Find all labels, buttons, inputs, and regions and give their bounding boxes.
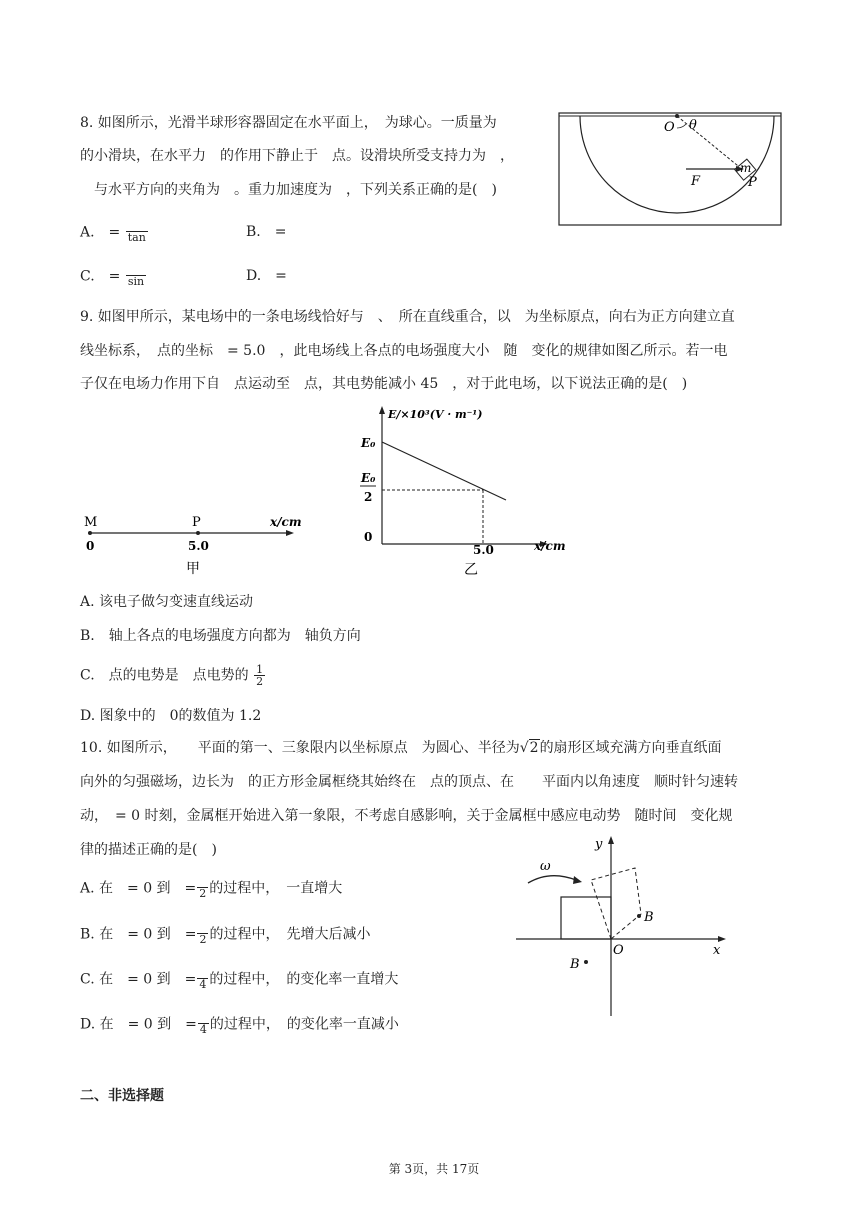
- q9-yi-x-unit: x/cm: [534, 539, 566, 553]
- q9-jia-x-unit: x/cm: [270, 515, 302, 529]
- q9-option-d: D. 图象中的 0的数值为 1.2: [80, 708, 262, 724]
- q9-figure-yi-graph: [346, 404, 578, 580]
- q9-option-b: B. 轴上各点的电场强度方向都为 轴负方向: [80, 628, 361, 644]
- q8-fig-label-p: P: [748, 175, 757, 190]
- q8-option-d: D. =: [246, 268, 287, 284]
- q9-yi-y-label: E/×10³(V · m⁻¹): [388, 408, 483, 421]
- q10-stem-line4: 律的描述正确的是( ): [80, 842, 217, 858]
- q8-fig-label-theta: θ: [689, 118, 697, 133]
- q9-stem-line1: 9. 如图甲所示，某电场中的一条电场线恰好与 、 所在直线重合，以 为坐标原点，向右为正方向建立直: [80, 309, 735, 325]
- q9-jia-tick-0: 0: [86, 539, 95, 553]
- q10-option-a: A. 在 = 0 到 = 2 的过程中， 一直增大: [80, 878, 342, 899]
- q9-figure-jia: [78, 505, 308, 579]
- q8-stem-line3: 与水平方向的夹角为 。重力加速度为 ，下列关系正确的是( ): [80, 182, 497, 198]
- q10-fig-label-b2: B: [570, 957, 580, 972]
- q8-option-a: A. = tan: [80, 222, 149, 243]
- q8-hemisphere-figure: [558, 112, 782, 226]
- q9-option-a: A. 该电子做匀变速直线运动: [80, 594, 254, 610]
- q10-fig-label-y: y: [595, 837, 603, 852]
- q9-yi-e0half-den: 2: [364, 490, 373, 504]
- q8-option-c: C. = sin: [80, 266, 147, 287]
- section-heading: 二、非选择题: [80, 1088, 164, 1104]
- q10-fig-label-omega: ω: [540, 859, 551, 874]
- q9-stem-line3: 子仅在电场力作用下自 点运动至 点，其电势能减小 45 ，对于此电场，以下说法正确的是( ): [80, 376, 688, 392]
- q10-stem-line2: 向外的匀强磁场，边长为 的正方形金属框绕其始终在 点的顶点、在 平面内以角速度 顺时针匀速转: [80, 774, 738, 790]
- q10-option-c: C. 在 = 0 到 = 4 的过程中， 的变化率一直增大: [80, 969, 398, 990]
- q8-option-b: B. =: [246, 224, 287, 240]
- q9-jia-tick-5: 5.0: [188, 539, 209, 553]
- q9-yi-e0-label: E₀: [361, 436, 376, 450]
- q9-yi-e0half-num: E₀: [361, 471, 376, 485]
- q10-option-d: D. 在 = 0 到 = 4 的过程中， 的变化率一直减小: [80, 1014, 399, 1035]
- page-footer: 第 3页，共 17页: [388, 1162, 480, 1176]
- q10-option-b: B. 在 = 0 到 = 2 的过程中， 先增大后减小: [80, 924, 370, 945]
- q10-fig-label-o: O: [613, 943, 624, 958]
- q9-yi-origin: 0: [364, 530, 373, 544]
- q10-stem-line3: 动， = 0 时刻，金属框开始进入第一象限，不考虑自感影响，关于金属框中感应电动势 随时间 变化规: [80, 808, 733, 824]
- q9-jia-label-m: M: [84, 515, 98, 530]
- q8-fig-label-f: F: [691, 174, 701, 189]
- q10-rotating-frame-figure: [514, 832, 732, 1018]
- q9-stem-line2: 线坐标系， 点的坐标 = 5.0 ，此电场线上各点的电场强度大小 随 变化的规律如图乙所示。若一电: [80, 343, 728, 359]
- q8-stem-line2: 的小滑块，在水平力 的作用下静止于 点。设滑块所受支持力为 ，: [80, 148, 514, 164]
- q10-fig-label-b1: B: [644, 910, 654, 925]
- q9-jia-caption: 甲: [186, 561, 200, 577]
- q9-jia-label-p: P: [192, 515, 201, 530]
- q8-stem-line1: 8. 如图所示，光滑半球形容器固定在水平面上， 为球心。一质量为: [80, 115, 497, 131]
- q9-yi-tick-5: 5.0: [473, 543, 494, 557]
- q8-fig-label-o: O: [664, 120, 675, 135]
- q9-option-c: C. 点的电势是 点电势的 $\frac{1}{2}$: [80, 663, 264, 688]
- q9-yi-caption: 乙: [464, 562, 478, 578]
- q10-stem-line1: 10. 如图所示， 平面的第一、三象限内以坐标原点 为圆心、半径为√2的扇形区域充满方向垂直纸面: [80, 740, 722, 756]
- q8-fig-label-m: m: [740, 161, 752, 175]
- q10-fig-label-x: x: [713, 943, 721, 958]
